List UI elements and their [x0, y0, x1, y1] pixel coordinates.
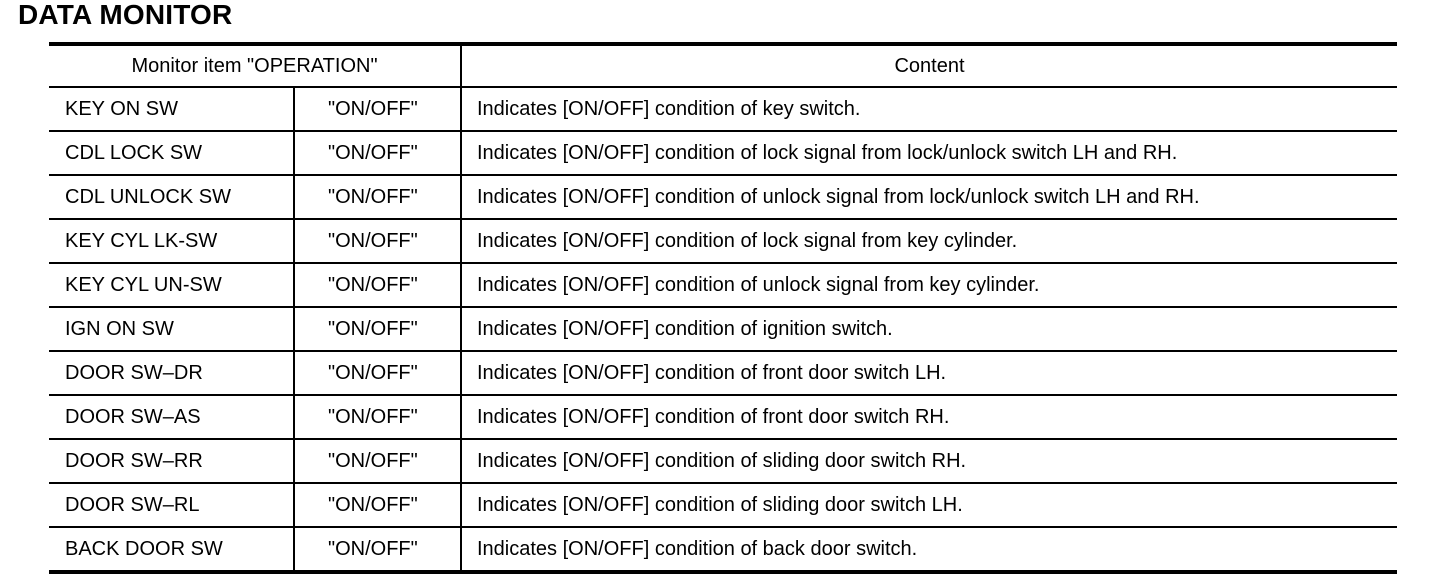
content-cell: Indicates [ON/OFF] condition of unlock signal from lock/unlock switch LH and RH.	[461, 175, 1397, 219]
data-monitor-table	[49, 42, 1397, 574]
content-cell: Indicates [ON/OFF] condition of lock signal from key cylinder.	[461, 219, 1397, 263]
table-header-row	[49, 44, 1397, 87]
monitor-value-cell: "ON/OFF"	[294, 395, 461, 439]
table-row	[49, 483, 1397, 527]
monitor-value-cell: "ON/OFF"	[294, 87, 461, 131]
monitor-value-cell: "ON/OFF"	[294, 263, 461, 307]
monitor-value-cell: "ON/OFF"	[294, 439, 461, 483]
content-cell: Indicates [ON/OFF] condition of sliding door switch RH.	[461, 439, 1397, 483]
monitor-item-cell: KEY CYL UN-SW	[49, 263, 294, 307]
monitor-value-cell: "ON/OFF"	[294, 219, 461, 263]
monitor-value-cell: "ON/OFF"	[294, 307, 461, 351]
monitor-item-cell: KEY ON SW	[49, 87, 294, 131]
monitor-item-cell: DOOR SW–AS	[49, 395, 294, 439]
content-cell: Indicates [ON/OFF] condition of front door switch RH.	[461, 395, 1397, 439]
monitor-value-cell: "ON/OFF"	[294, 527, 461, 572]
content-header: Content	[461, 44, 1397, 87]
monitor-item-header: Monitor item "OPERATION"	[49, 44, 461, 87]
content-cell: Indicates [ON/OFF] condition of sliding door switch LH.	[461, 483, 1397, 527]
table-row	[49, 175, 1397, 219]
table-row	[49, 87, 1397, 131]
table-row	[49, 219, 1397, 263]
content-cell: Indicates [ON/OFF] condition of back door switch.	[461, 527, 1397, 572]
monitor-item-cell: CDL UNLOCK SW	[49, 175, 294, 219]
content-cell: Indicates [ON/OFF] condition of ignition switch.	[461, 307, 1397, 351]
monitor-value-cell: "ON/OFF"	[294, 483, 461, 527]
page-title: DATA MONITOR	[18, 0, 233, 30]
monitor-value-cell: "ON/OFF"	[294, 175, 461, 219]
table-row	[49, 307, 1397, 351]
monitor-item-cell: CDL LOCK SW	[49, 131, 294, 175]
table-row	[49, 351, 1397, 395]
monitor-item-cell: DOOR SW–RR	[49, 439, 294, 483]
monitor-item-cell: BACK DOOR SW	[65, 538, 223, 560]
content-cell: Indicates [ON/OFF] condition of unlock signal from key cylinder.	[461, 263, 1397, 307]
table-row	[49, 439, 1397, 483]
table-body	[49, 87, 1397, 572]
monitor-value-cell: "ON/OFF"	[294, 351, 461, 395]
content-cell: Indicates [ON/OFF] condition of key switch.	[461, 87, 1397, 131]
monitor-item-cell: DOOR SW–DR	[49, 351, 294, 395]
content-cell: Indicates [ON/OFF] condition of lock signal from lock/unlock switch LH and RH.	[461, 131, 1397, 175]
table-row	[49, 131, 1397, 175]
table-row	[49, 527, 1397, 572]
monitor-item-cell: DOOR SW–RL	[49, 483, 294, 527]
monitor-value-cell: "ON/OFF"	[294, 131, 461, 175]
monitor-item-cell: IGN ON SW	[49, 307, 294, 351]
monitor-item-cell: KEY CYL LK-SW	[49, 219, 294, 263]
table-row	[49, 263, 1397, 307]
table-row	[49, 395, 1397, 439]
content-cell: Indicates [ON/OFF] condition of front door switch LH.	[461, 351, 1397, 395]
